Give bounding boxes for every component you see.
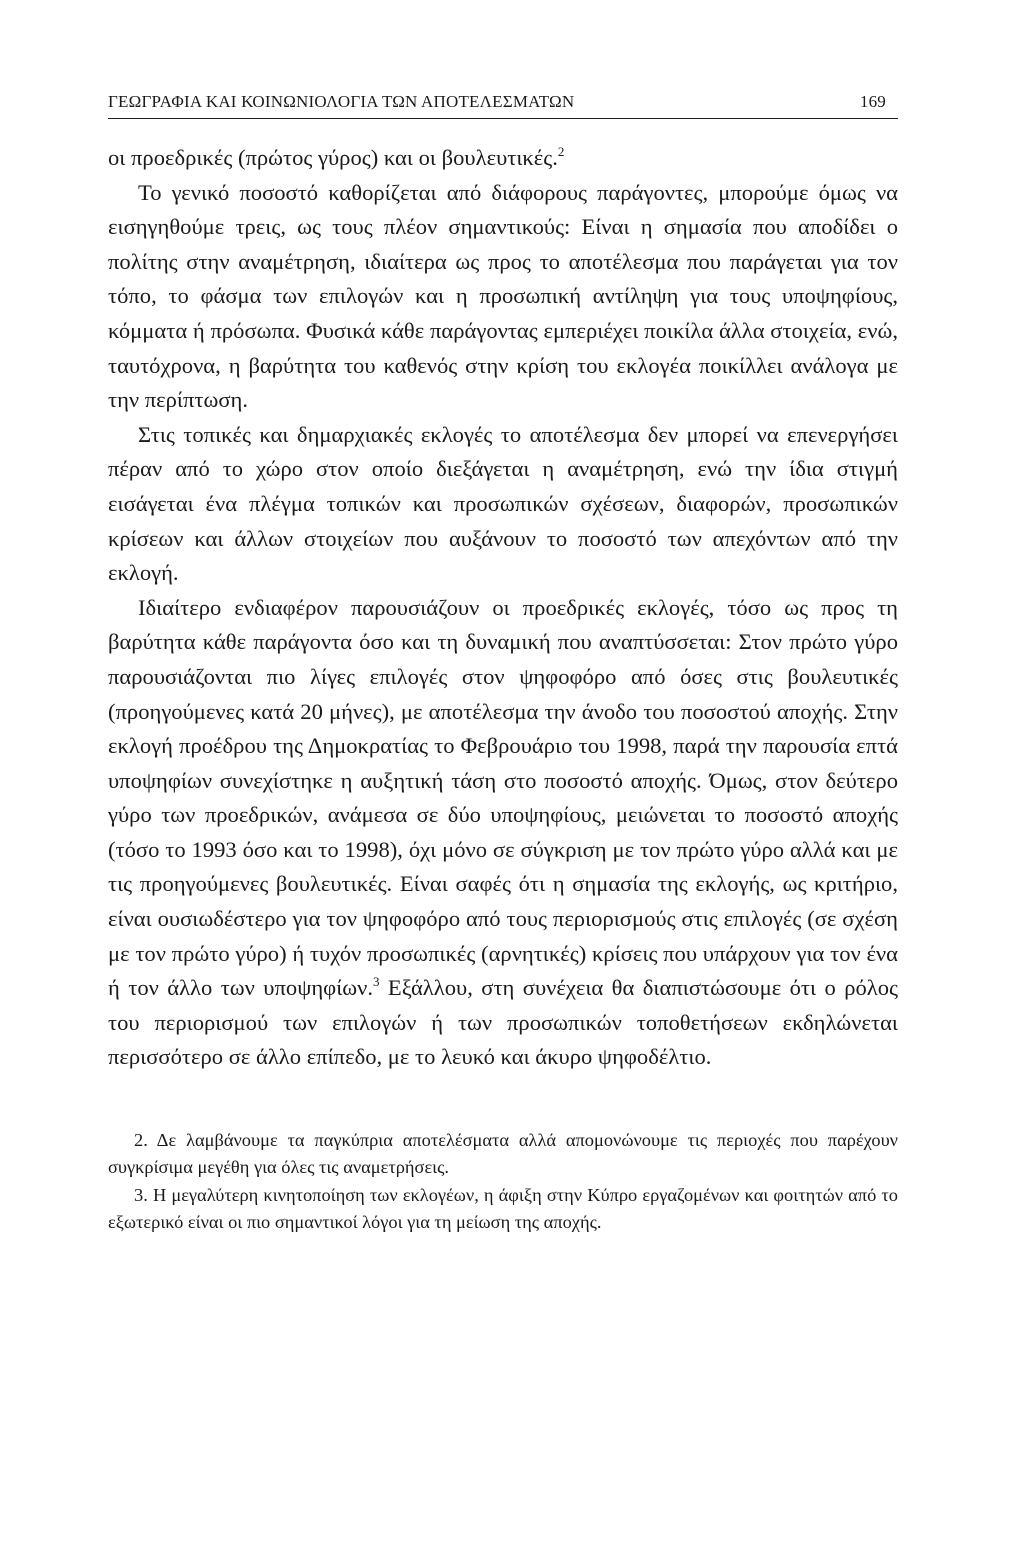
paragraph-text: Ιδιαίτερο ενδιαφέρον παρουσιάζουν οι προεδρικές εκλογές, τόσο ως προς τη βαρύτητα κάθε παράγοντα όσο και τη δυναμική που αναπτύσσεται: Στον πρώτο γύρο παρουσιάζονται πιο λίγες επιλογές στον ψηφοφόρο από όσες στις βουλευτικές (προηγούμενες κατά 20 μήνες), με αποτέλεσμα την άνοδο του ποσοστού αποχής. Στην εκλογή προέδρου της Δημοκρατίας το Φεβρουάριο του 1998, παρά την παρουσία επτά υποψηφίων συνεχίστηκε η αυξητική τάση στο ποσοστό αποχής. Όμως, στον δεύτερο γύρο των προεδρικών, ανάμεσα σε δύο υποψηφίους, μειώνεται το ποσοστό αποχής (τόσο το 1993 όσο και το 1998), όχι μόνο σε σύγκριση με τον πρώτο γύρο αλλά και με τις προηγούμενες βουλευτικές. Είναι σαφές ότι η σημασία της εκλογής, ως κριτήριο, είναι ουσιωδέστερο για τον ψηφοφόρο από τους περιορισμούς στις επιλογές (σε σχέση με τον πρώτο γύρο) ή τυχόν προσωπικές (αρνητικές) κρίσεις που υπάρχουν για τον ένα ή τον άλλο των υποψηφίων.: [108, 594, 898, 1001]
running-head: [108, 92, 898, 119]
body-text: [108, 141, 898, 1075]
footnote-ref-2: 2: [557, 144, 565, 159]
footnote: [108, 1127, 898, 1182]
footnote-number: 3.: [134, 1184, 148, 1205]
footnote: [108, 1182, 898, 1237]
paragraph-continued: [108, 141, 898, 176]
paragraph-text: Εξάλλου, στη συνέχεια θα διαπιστώσουμε ότι ο ρόλος του περιορισμού των επιλογών ή των προσωπικών τοποθετήσεων εκδηλώνεται περισσότερο σε άλλο επίπεδο, με το λευκό και άκυρο ψηφοδέλτιο.: [108, 975, 898, 1070]
paragraph-text: οι προεδρικές (πρώτος γύρος) και οι βουλευτικές.: [108, 145, 558, 170]
footnote-ref-3: 3: [373, 974, 380, 990]
footnote-number: 2.: [134, 1130, 148, 1151]
footnotes: [108, 1127, 898, 1237]
book-page: [108, 92, 898, 1237]
running-head-title: ΓΕΩΓΡΑΦΙΑ ΚΑΙ ΚΟΙΝΩΝΙΟΛΟΓΙΑ ΤΩΝ ΑΠΟΤΕΛΕΣΜΑΤΩΝ: [108, 92, 575, 111]
paragraph: [108, 591, 898, 1075]
paragraph: Το γενικό ποσοστό καθορίζεται από διάφορους παράγοντες, μπορούμε όμως να εισηγηθούμε τρεις, ως τους πλέον σημαντικούς: Είναι η σημασία που αποδίδει ο πολίτης στην αναμέτρηση, ιδιαίτερα ως προς το αποτέλεσμα που παράγεται για τον τόπο, το φάσμα των επιλογών και η προσωπική αντίληψη για τους υποψηφίους, κόμματα ή πρόσωπα. Φυσικά κάθε παράγοντας εμπεριέχει ποικίλα άλλα στοιχεία, ενώ, ταυτόχρονα, η βαρύτητα του καθενός στην κρίση του εκλογέα ποικίλλει ανάλογα με την περίπτωση.: [108, 179, 898, 413]
footnote-text: Η μεγαλύτερη κινητοποίηση των εκλογέων, η άφιξη στην Κύπρο εργαζομένων και φοιτητών από το εξωτερικό είναι οι πιο σημαντικοί λόγοι για τη μείωση της αποχής.: [108, 1184, 898, 1233]
footnote-text: Δε λαμβάνουμε τα παγκύπρια αποτελέσματα αλλά απομονώνουμε τις περιοχές που παρέχουν συγκρίσιμα μεγέθη για όλες τις αναμετρήσεις.: [108, 1130, 898, 1178]
paragraph: Στις τοπικές και δημαρχιακές εκλογές το αποτέλεσμα δεν μπορεί να επενεργήσει πέραν από το χώρο στον οποίο διεξάγεται η αναμέτρηση, ενώ την ίδια στιγμή εισάγεται ένα πλέγμα τοπικών και προσωπικών σχέσεων, διαφορών, προσωπικών κρίσεων και άλλων στοιχείων που αυξάνουν το ποσοστό των απεχόντων από την εκλογή.: [108, 421, 898, 586]
page-number: 169: [859, 92, 886, 111]
